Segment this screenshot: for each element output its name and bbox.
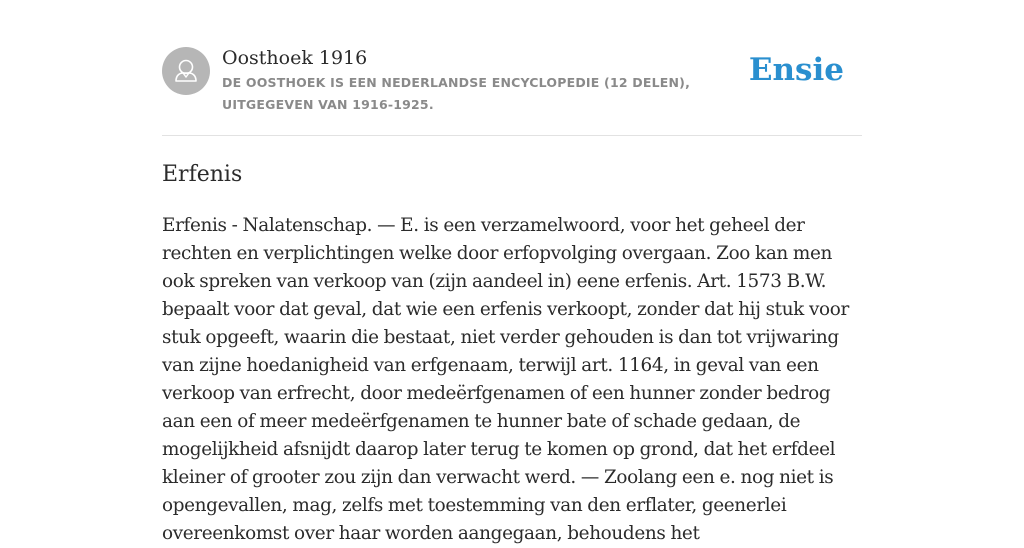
ensie-logo[interactable]: Ensie (748, 52, 844, 88)
header-divider (162, 135, 862, 136)
article-title: Erfenis (162, 162, 243, 187)
article-body: Erfenis - Nalatenschap. — E. is een verzamelwoord, voor het geheel der rechten en verplichtingen welke door erfopvolging overgaan. Zoo kan men ook spreken van verkoop van (zijn aandeel in) eene erfenis. Art. 1573 B.W. bepaalt voor dat geval, dat wie een erfenis verkoopt, zonder dat hij stuk voor stuk opgeeft, waarin die bestaat, niet verder gehouden is dan tot vrijwaring van zijne hoedanigheid van erfgenaam, terwijl art. 1164, in geval van een verkoop van erfrecht, door medeërfgenamen of een hunner zonder bedrog aan een of meer medeërfgenamen te hunner bate of schade gedaan, de mogelijkheid afsnijdt daarop later terug te komen op grond, dat het erfdeel kleiner of grooter zou zijn dan verwacht werd. — Zoolang een e. nog niet is opengevallen, mag, zelfs met toestemming van den erflater, geenerlei overeenkomst over haar worden aangegaan, behoudens het (162, 215, 849, 544)
source-description: DE OOSTHOEK IS EEN NEDERLANDSE ENCYCLOPEDIE (12 DELEN), UITGEGEVEN VAN 1916-1925. (222, 75, 691, 112)
source-title[interactable]: Oosthoek 1916 (222, 47, 368, 69)
source-header (162, 44, 862, 136)
source-avatar[interactable] (162, 47, 210, 95)
user-icon (162, 47, 210, 95)
